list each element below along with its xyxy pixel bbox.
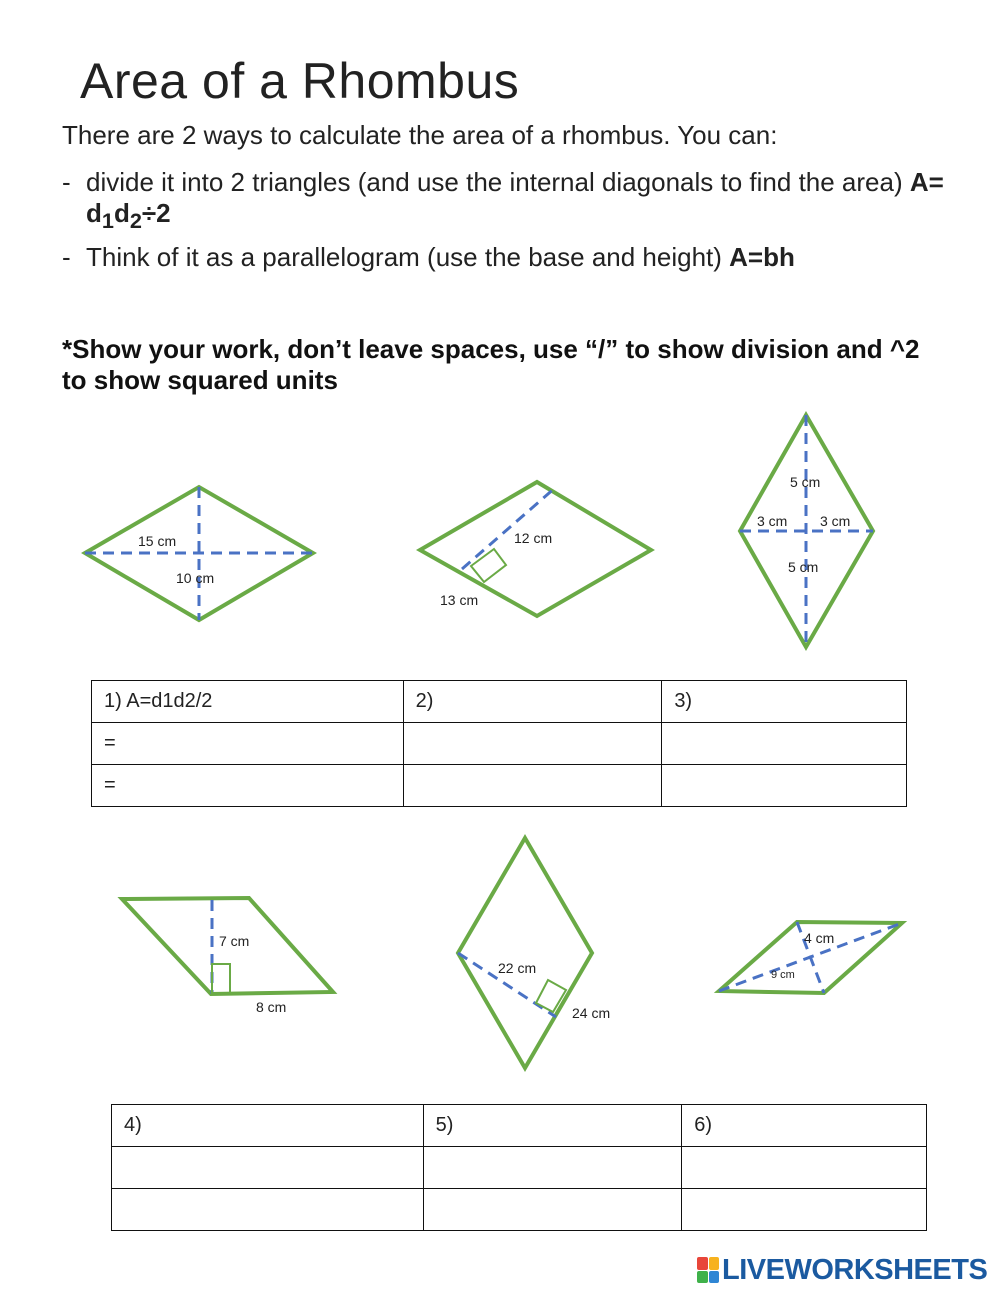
- logo-text: LIVEWORKSHEETS: [722, 1253, 988, 1286]
- answer-cell[interactable]: [682, 1147, 927, 1189]
- formula-base-height: A=bh: [729, 242, 795, 272]
- instruction-text: *Show your work, don’t leave spaces, use “/” to show division and ^2 to show squared units: [62, 334, 920, 395]
- table-row: [112, 1105, 927, 1147]
- answer-cell[interactable]: [112, 1147, 424, 1189]
- formula-diagonals: $A= d_1d_2\div 2$: [86, 167, 944, 234]
- intro-text: There are 2 ways to calculate the area of a rhombus. You can:: [62, 120, 778, 150]
- table-row: [112, 1147, 927, 1189]
- bullet-dash: -: [62, 242, 71, 272]
- answer-cell[interactable]: [682, 1189, 927, 1231]
- fig5-label-b: 24 cm: [572, 1005, 611, 1021]
- fig3-label-bottom: 5 cm: [788, 559, 819, 575]
- table-row: [92, 723, 907, 765]
- fig6-label-a: 4 cm: [804, 930, 835, 946]
- fig3-label-right: 3 cm: [820, 513, 851, 529]
- rhombus-2-right-angle: [471, 549, 506, 582]
- bullet-text-body: divide it into 2 triangles (and use the internal diagonals to find the area): [86, 167, 910, 197]
- fig4-label-height: 7 cm: [219, 933, 250, 949]
- fig6-label-b: 9 cm: [771, 969, 795, 981]
- answer-cell[interactable]: [662, 765, 907, 807]
- table1-header-3: 3): [662, 681, 907, 723]
- rhombus-4-right-angle: [212, 964, 230, 993]
- table-row: [92, 681, 907, 723]
- fig2-label-b: 13 cm: [440, 592, 479, 608]
- fig3-label-left: 3 cm: [757, 513, 788, 529]
- answer-table-1: [91, 680, 907, 807]
- fig1-label-b: 10 cm: [176, 570, 215, 586]
- fig4-label-base: 8 cm: [256, 999, 287, 1015]
- answer-cell[interactable]: [662, 723, 907, 765]
- fig1-label-a: 15 cm: [138, 533, 177, 549]
- answer-cell[interactable]: [112, 1189, 424, 1231]
- answer-cell[interactable]: [403, 765, 662, 807]
- fig2-label-a: 12 cm: [514, 530, 553, 546]
- answer-cell[interactable]: [403, 723, 662, 765]
- bullet-text-body: Think of it as a parallelogram (use the base and height): [86, 242, 730, 272]
- liveworksheets-logo-icon: [697, 1257, 719, 1283]
- answer-cell[interactable]: =: [92, 765, 404, 807]
- table-row: [92, 765, 907, 807]
- table-row: [112, 1189, 927, 1231]
- fig3-label-top: 5 cm: [790, 474, 821, 490]
- answer-cell[interactable]: [423, 1189, 682, 1231]
- table1-header-1: 1) A=d1d2/2: [92, 681, 404, 723]
- liveworksheets-logo: [697, 1255, 987, 1285]
- answer-cell[interactable]: =: [92, 723, 404, 765]
- rhombus-5-shape: [458, 838, 592, 1068]
- table2-header-6: 6): [682, 1105, 927, 1147]
- fig5-label-a: 22 cm: [498, 960, 537, 976]
- bullet-dash: -: [62, 167, 71, 197]
- table2-header-4: 4): [112, 1105, 424, 1147]
- answer-table-2: [111, 1104, 927, 1231]
- answer-cell[interactable]: [423, 1147, 682, 1189]
- page-title: Area of a Rhombus: [80, 53, 520, 109]
- table1-header-2: 2): [403, 681, 662, 723]
- table2-header-5: 5): [423, 1105, 682, 1147]
